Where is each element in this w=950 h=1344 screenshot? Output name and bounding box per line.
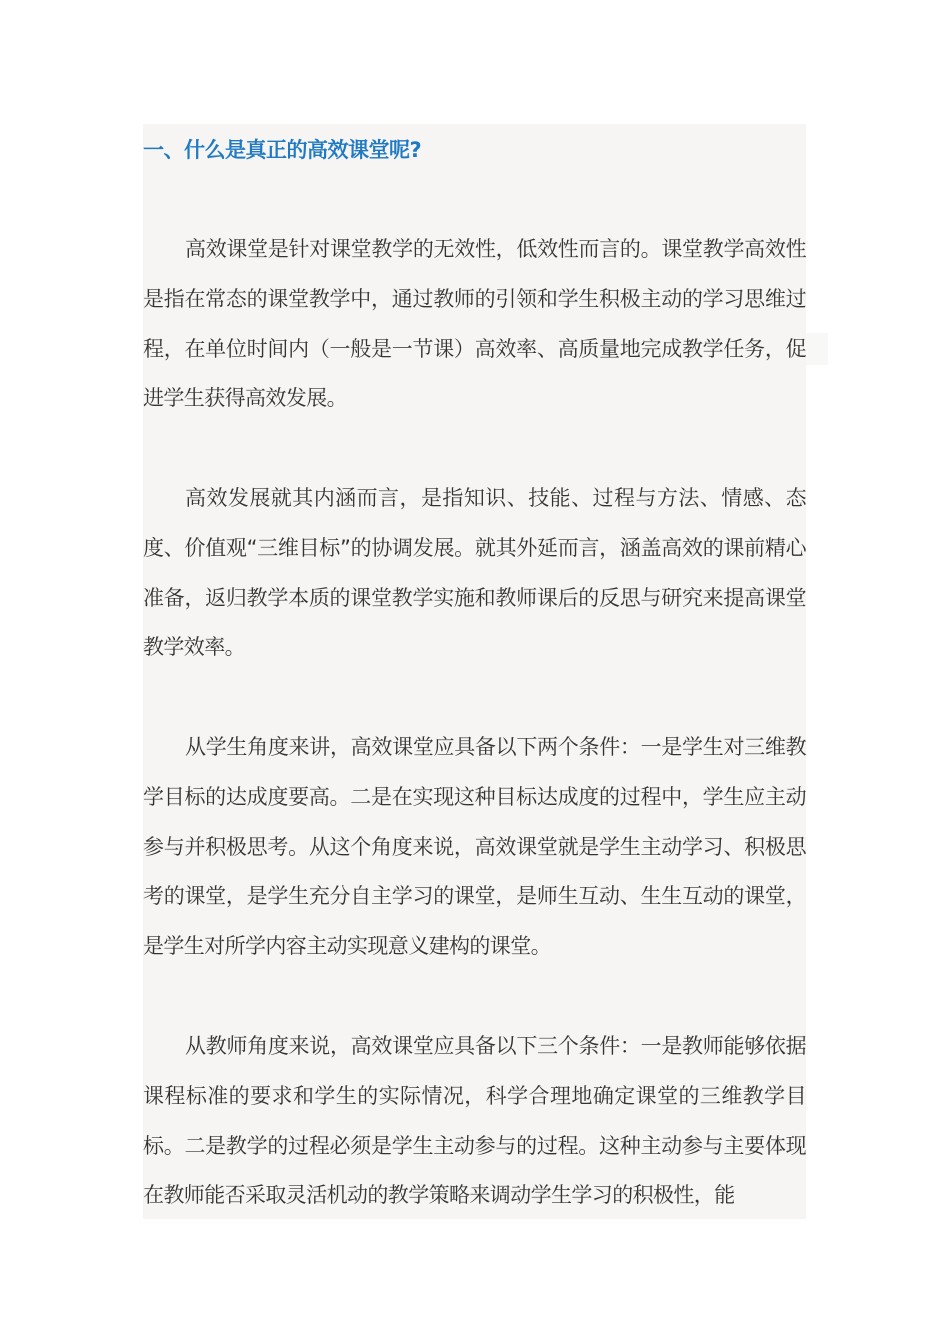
paragraph-student-perspective: 从学生角度来讲，高效课堂应具备以下两个条件：一是学生对三维教学目标的达成度要高。二是在实现这种目标达成度的过程中，学生应主动参与并积极思考。从这个角度来说，高效课堂就是学生主动学习、积极思考的课堂，是学生充分自主学习的课堂，是师生互动、生生互动的课堂，是学生对所学内容主动实现意义建构的课堂。	[143, 735, 806, 959]
section-heading: 一、什么是真正的高效课堂呢?	[143, 138, 422, 162]
paragraph-teacher-perspective: 从教师角度来说，高效课堂应具备以下三个条件：一是教师能够依据课程标准的要求和学生的实际情况，科学合理地确定课堂的三维教学目标。二是教学的过程必须是学生主动参与的过程。这种主动参与主要体现在教师能否采取灵活机动的教学策略来调动学生学习的积极性，能	[143, 1034, 806, 1208]
article-container	[143, 124, 806, 1219]
paragraph-development: 高效发展就其内涵而言，是指知识、技能、过程与方法、情感、态度、价值观“三维目标”的协调发展。就其外延而言，涵盖高效的课前精心准备，返归教学本质的课堂教学实施和教师课后的反思与研究来提高课堂教学效率。	[143, 486, 806, 660]
paragraph-definition: 高效课堂是针对课堂教学的无效性，低效性而言的。课堂教学高效性是指在常态的课堂教学中，通过教师的引领和学生积极主动的学习思维过程，在单位时间内（一般是一节课）高效率、高质量地完成教学任务，促进学生获得高效发展。	[143, 237, 806, 411]
margin-overflow-mark	[806, 333, 828, 365]
